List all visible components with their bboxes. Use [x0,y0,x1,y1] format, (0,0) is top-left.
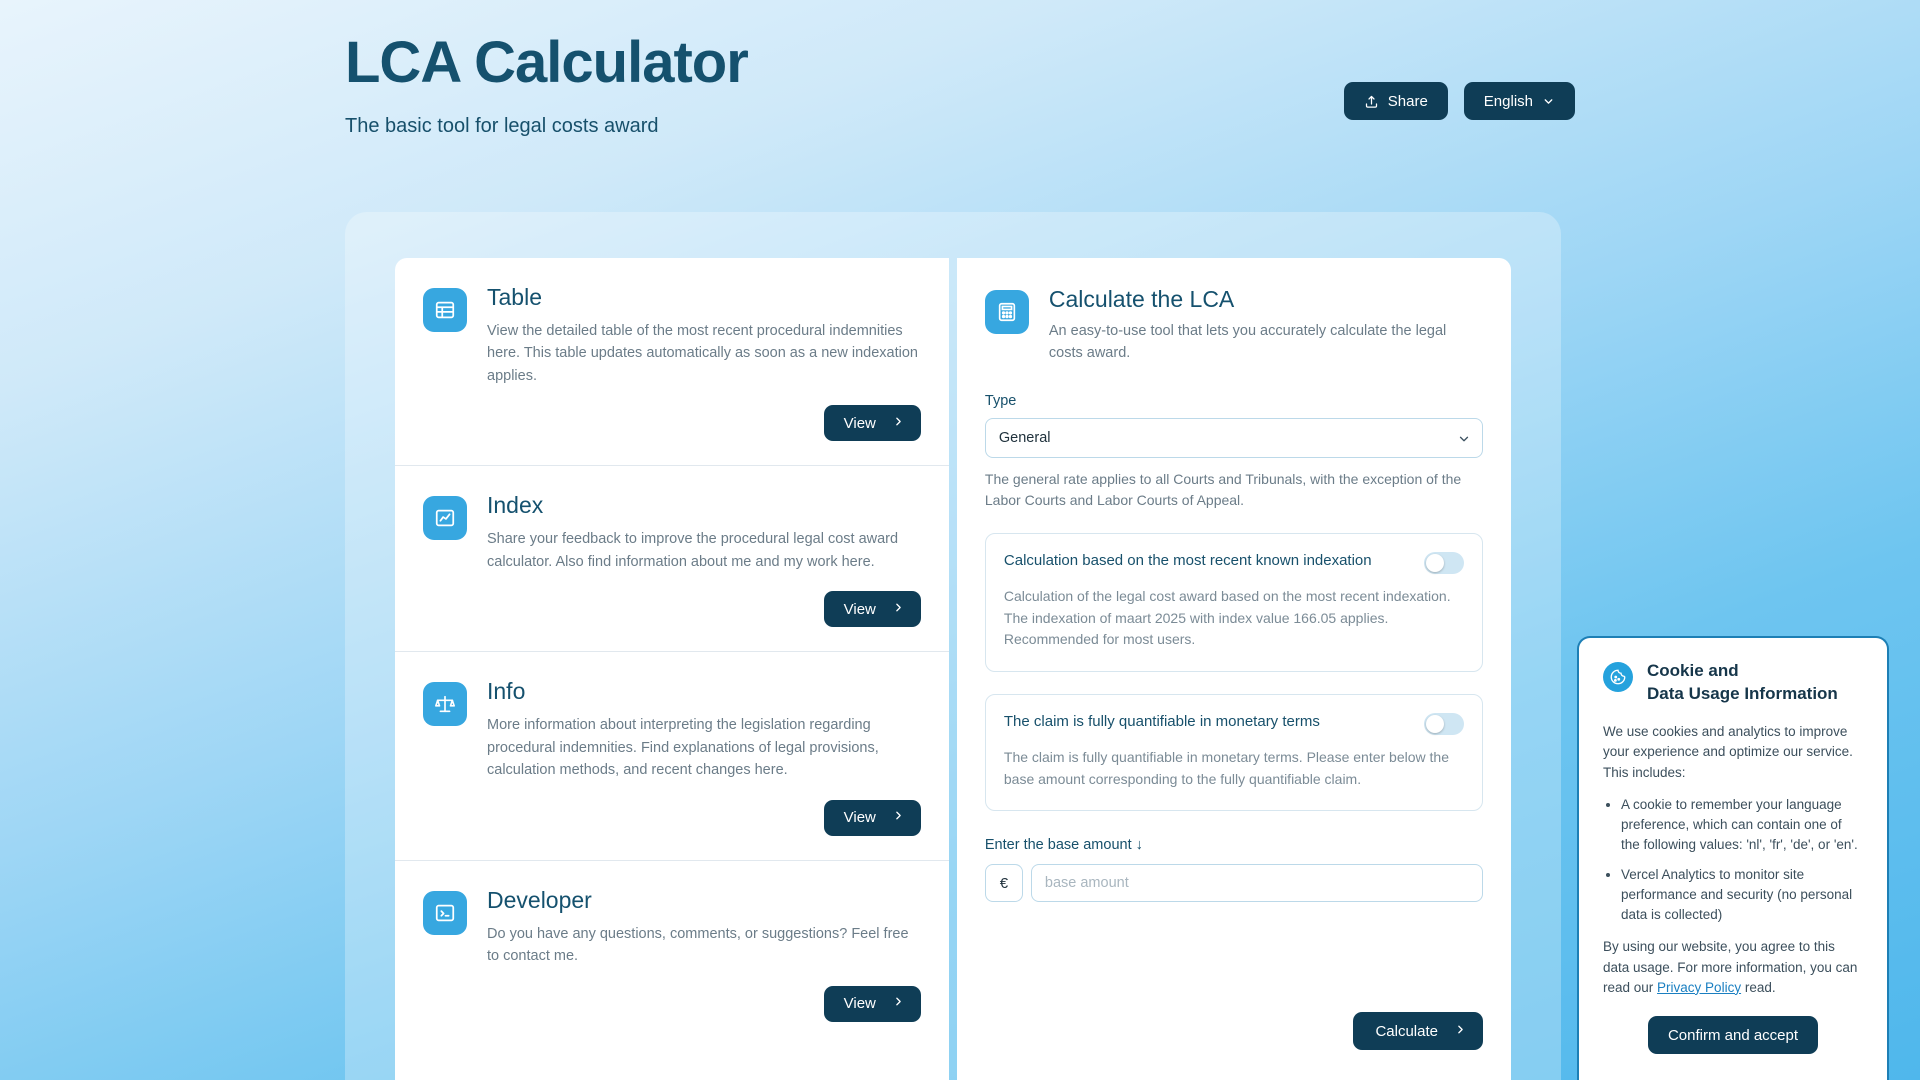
main-panel [345,212,1561,1080]
card-description: View the detailed table of the most recent procedural indemnities here. This table updates automatically as soon as a new indexation applies. [487,323,918,384]
calculate-button[interactable] [1353,1012,1483,1050]
cookie-outro-before: By using our website, you agree to this data usage. For more information, you can read our [1603,939,1858,995]
share-label: Share [1387,92,1428,110]
card-developer[interactable] [395,861,949,1046]
indexation-toggle-card [985,533,1483,672]
view-button-table[interactable] [824,405,921,441]
cookie-item-list [1621,795,1863,926]
cookie-header [1603,660,1863,706]
calculator-icon [985,290,1029,334]
calculator-subtitle: An easy-to-use tool that lets you accurately calculate the legal costs award. [1048,323,1447,361]
page-header [345,30,1575,138]
card-description: Do you have any questions, comments, or suggestions? Feel free to contact me. [487,925,909,965]
page-subtitle: The basic tool for legal costs award [345,114,659,137]
chevron-right-icon [1454,1023,1467,1040]
card-title: Table [487,284,542,310]
view-label: View [843,809,876,827]
calculate-label: Calculate [1375,1022,1438,1040]
calculate-button-wrap [1353,1012,1483,1050]
card-index[interactable] [395,466,949,652]
chevron-down-icon [1542,95,1555,108]
view-label: View [843,600,876,618]
chevron-right-icon [892,995,905,1012]
type-select[interactable] [985,418,1483,458]
calculator-title: Calculate the LCA [1048,286,1235,312]
base-amount-row [985,864,1483,902]
indexation-toggle-description: Calculation of the legal cost award based on the most recent indexation. The indexation of maart 2025 with index value 166.05 applies. Recommended for most users. [1003,588,1451,648]
quantifiable-toggle-description: The claim is fully quantifiable in monetary terms. Please enter below the base amount corresponding to the fully quantifiable claim. [1003,749,1449,787]
calculator-header [985,286,1483,365]
card-title: Developer [487,886,592,913]
cookie-title-line1: Cookie and [1647,661,1739,681]
chart-line-icon [423,496,467,540]
toggle-knob [1426,554,1444,572]
quantifiable-toggle-card [985,694,1483,811]
chevron-right-icon [892,415,905,432]
card-table[interactable] [395,258,949,466]
cookie-icon [1603,662,1633,692]
cookie-title [1647,660,1838,706]
view-button-info[interactable] [824,800,921,836]
language-label: English [1483,92,1533,110]
type-label: Type [984,392,1017,409]
cookie-outro-after: read. [1741,979,1776,995]
quantifiable-toggle[interactable] [1424,713,1464,735]
language-selector[interactable] [1464,82,1575,120]
list-item: • Vercel Analytics to monitor site performance and security (no personal data is collected) [1621,865,1863,926]
privacy-policy-link[interactable]: Privacy Policy [1657,979,1742,995]
card-title: Index [487,492,544,519]
indexation-toggle-label: Calculation based on the most recent known indexation [1003,552,1372,570]
page-title: LCA Calculator [345,30,748,95]
code-icon [423,891,467,935]
base-amount-input[interactable] [1031,864,1483,902]
confirm-accept-button[interactable]: Confirm and accept [1648,1016,1818,1054]
cookie-banner [1577,636,1889,1080]
card-description: Share your feedback to improve the procedural legal cost award calculator. Also find information about me and my work here. [487,531,899,570]
calculator-panel [957,258,1511,1080]
share-button[interactable] [1344,82,1448,120]
list-item: • A cookie to remember your language preference, which can contain one of the following values: 'nl', 'fr', 'de', or 'en'. [1621,795,1863,856]
view-button-developer[interactable] [824,986,921,1022]
card-info[interactable] [395,652,949,860]
view-label: View [843,414,876,432]
header-actions [1344,82,1575,120]
card-description: More information about interpreting the legislation regarding procedural indemnities. Find explanations of legal provisions, calculation methods, and recent changes here. [487,717,879,779]
table-icon [423,288,467,332]
card-title: Info [487,678,526,705]
currency-symbol: € [985,864,1023,902]
cookie-outro [1603,937,1863,998]
type-select-wrap [985,418,1483,458]
navigation-cards [395,258,949,1080]
scales-icon [423,682,467,726]
chevron-right-icon [892,809,905,826]
cookie-title-line2: Data Usage Information [1647,684,1838,704]
indexation-toggle[interactable] [1424,552,1464,574]
quantifiable-toggle-label: The claim is fully quantifiable in monetary terms [1003,713,1320,731]
share-icon [1364,94,1379,109]
cookie-intro: We use cookies and analytics to improve your experience and optimize our service. This includes: [1603,724,1853,780]
type-help-text: The general rate applies to all Courts and Tribunals, with the exception of the Labor Courts and Labor Courts of Appeal. [984,470,1462,508]
view-label: View [843,995,876,1013]
toggle-knob [1426,715,1444,733]
chevron-right-icon [892,601,905,618]
base-amount-label: Enter the base amount ↓ [984,837,1143,854]
view-button-index[interactable] [824,591,921,627]
